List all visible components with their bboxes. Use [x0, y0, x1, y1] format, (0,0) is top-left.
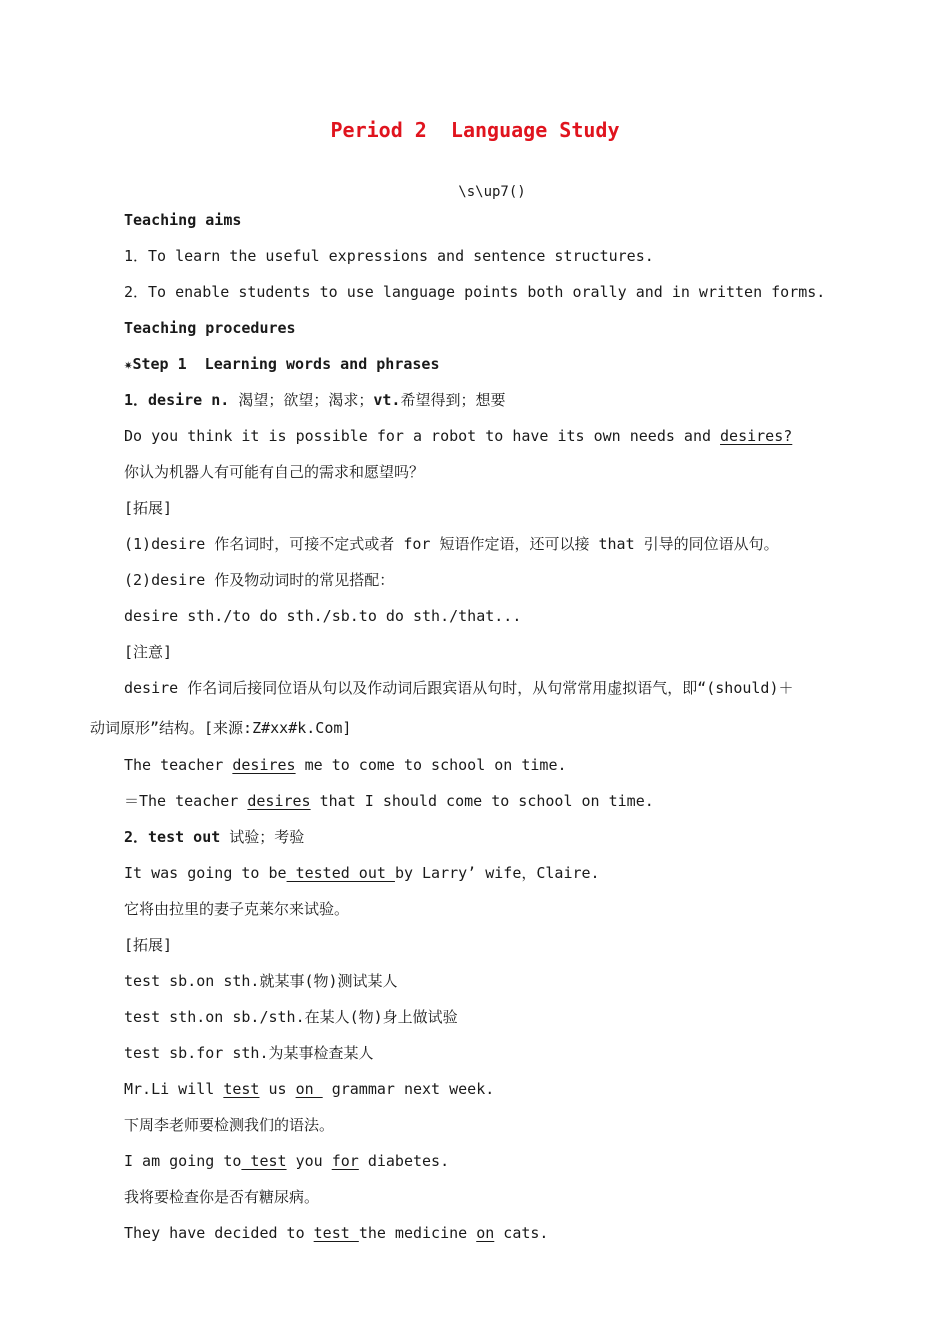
desire-extension-1: (1)desire 作名词时，可接不定式或者 for 短语作定语，还可以接 that 引导的同位语从句。	[124, 535, 779, 553]
test-out-entry-heading	[124, 827, 304, 847]
aim-item-1: 1．To learn the useful expressions and sentence structures.	[124, 247, 654, 265]
desire-example-2	[124, 755, 567, 775]
desire-noun-definition: 渴望；欲望；渴求；	[229, 391, 374, 409]
test-out-example-4	[124, 1223, 548, 1243]
desire-example-3	[124, 791, 654, 811]
desire-note-line-1: desire 作名词后接同位语从句以及作动词后跟宾语从句时，从句常常用虚拟语气，即“(should)＋	[124, 679, 794, 697]
example-text: the medicine	[358, 1224, 477, 1242]
desire-note-line-2: 动词原形”结构。[来源:Z#xx#k.Com]	[90, 719, 352, 737]
example-text: diabetes.	[358, 1152, 450, 1170]
test-out-headword: 2．test out	[124, 828, 221, 846]
example-text: They have decided to	[124, 1224, 314, 1242]
desire-example-1	[124, 426, 792, 446]
example-text: ＝The teacher	[124, 792, 248, 810]
desire-verb-definition: 希望得到；想要	[400, 391, 506, 409]
test-out-extension-label: [拓展]	[124, 936, 173, 954]
underlined-term: desires	[247, 792, 311, 810]
test-out-definition: 试验；考验	[220, 828, 305, 846]
example-text: you	[286, 1152, 332, 1170]
page-title: Period 2 Language Study	[330, 118, 620, 142]
teaching-aims-heading: Teaching aims	[124, 211, 242, 229]
underlined-term: test	[313, 1224, 359, 1242]
underlined-term: on	[476, 1224, 495, 1242]
test-out-extension-1: test sb.on sth.就某事(物)测试某人	[124, 972, 398, 990]
desire-note-label: [注意]	[124, 643, 173, 661]
example-text: that I should come to school on time.	[310, 792, 654, 810]
underlined-term: for	[331, 1152, 359, 1170]
test-out-example-1-translation: 它将由拉里的妻子克莱尔来试验。	[124, 900, 350, 918]
field-code-marker: \s\up7()	[458, 184, 526, 200]
example-text: It was going to be	[124, 864, 287, 882]
example-text: The teacher	[124, 756, 233, 774]
underlined-term: desires	[232, 756, 296, 774]
step-marker-icon: ✷	[124, 357, 133, 373]
example-text: grammar next week.	[322, 1080, 495, 1098]
example-text: cats.	[494, 1224, 549, 1242]
desire-extension-3: desire sth./to do sth./sb.to do sth./that...	[124, 607, 522, 625]
example-text: by Larry’ wife，Claire.	[394, 864, 600, 882]
desire-extension-2: (2)desire 作及物动词时的常见搭配：	[124, 571, 395, 589]
desire-example-1-translation: 你认为机器人有可能有自己的需求和愿望吗？	[124, 463, 425, 481]
desire-vt-label: vt.	[373, 391, 401, 409]
teaching-procedures-heading: Teaching procedures	[124, 319, 296, 337]
underlined-term: test	[223, 1080, 260, 1098]
underlined-term: tested out	[286, 864, 395, 882]
test-out-example-2	[124, 1079, 494, 1099]
aim-item-2: 2．To enable students to use language points both orally and in written forms.	[124, 283, 826, 301]
test-out-example-3	[124, 1151, 449, 1171]
example-text: I am going to	[124, 1152, 242, 1170]
example-text: Mr.Li will	[124, 1080, 224, 1098]
example-text: us	[259, 1080, 296, 1098]
desire-extension-label: [拓展]	[124, 499, 173, 517]
example-text: Do you think it is possible for a robot to have its own needs and	[124, 427, 721, 445]
step-1-label: Step 1 Learning words and phrases	[132, 355, 440, 373]
test-out-extension-3: test sb.for sth.为某事检查某人	[124, 1044, 374, 1062]
step-1-heading	[124, 354, 439, 375]
test-out-extension-2: test sth.on sb./sth.在某人(物)身上做试验	[124, 1008, 458, 1026]
test-out-example-1	[124, 863, 600, 883]
underlined-term: on	[295, 1080, 323, 1098]
test-out-example-3-translation: 我将要检查你是否有糖尿病。	[124, 1188, 320, 1206]
underlined-term: test	[241, 1152, 287, 1170]
example-text: me to come to school on time.	[295, 756, 567, 774]
desire-headword: 1．desire n.	[124, 391, 230, 409]
desire-entry-heading	[124, 390, 505, 410]
test-out-example-2-translation: 下周李老师要检测我们的语法。	[124, 1116, 335, 1134]
underlined-term: desires?	[720, 427, 793, 445]
